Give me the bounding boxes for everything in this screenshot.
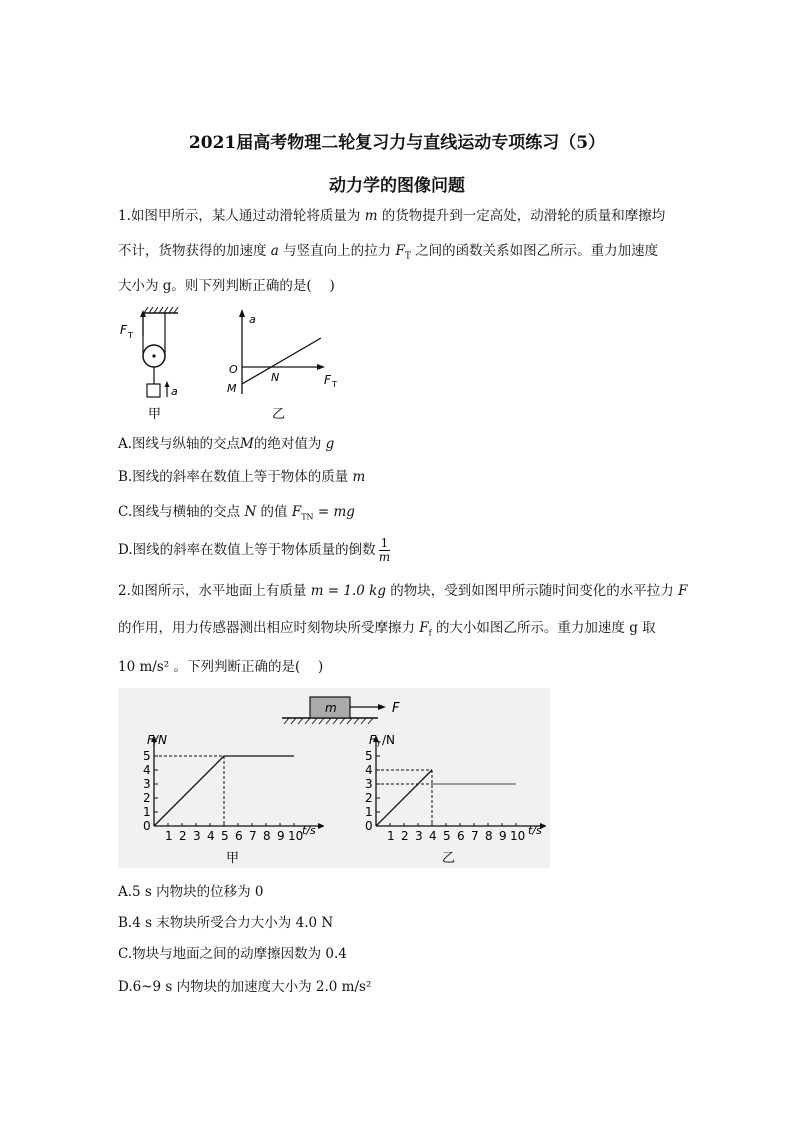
block-diagram (280, 692, 420, 726)
jia-ytick-label: 0 (143, 819, 151, 833)
force-ft-sub: T (128, 331, 133, 340)
yi-xtick-label: 6 (457, 829, 465, 843)
yi-xtick-label: 7 (471, 829, 479, 843)
q2-option-b: B.4 s 末物块所受合力大小为 4.0 N (118, 915, 334, 931)
jia-xtick-label: 8 (263, 829, 271, 843)
q2-line-1: 2.如图所示，水平地面上有质量 m = 1.0 kg 的物块，受到如图甲所示随时间变化的水平拉力 F (118, 583, 688, 599)
jia-ytick-label: 2 (143, 791, 151, 805)
yi-ytick-label: 0 (365, 819, 373, 833)
yi-xtick-label: 5 (443, 829, 451, 843)
q1-line-1: 1.如图甲所示，某人通过动滑轮将质量为 m 的货物提升到一定高处，动滑轮的质量和摩擦均 (118, 208, 666, 224)
yi-xtick-label: 4 (429, 829, 437, 843)
accel-label: a (171, 385, 178, 398)
q2-option-a: A.5 s 内物块的位移为 0 (118, 884, 264, 900)
yi-ytick-label: 2 (365, 791, 373, 805)
yi-xtick-label: 2 (401, 829, 409, 843)
point-m-label: M (227, 382, 237, 395)
q2-option-d: D.6~9 s 内物块的加速度大小为 2.0 m/s² (118, 979, 372, 995)
q1-option-a: A.图线与纵轴的交点M的绝对值为 g (118, 436, 335, 452)
chart-yi-ylabel-f: F (369, 733, 376, 747)
fig-caption-yi-1: 乙 (272, 407, 286, 420)
a-ft-line (242, 338, 321, 384)
jia-xtick-label: 2 (179, 829, 187, 843)
jia-xtick-label: 7 (249, 829, 257, 843)
q2-line-3: 10 m/s² 。下列判断正确的是( ) (118, 659, 324, 675)
jia-x-arrow (318, 823, 324, 829)
q2-option-c: C.物块与地面之间的动摩擦因数为 0.4 (118, 946, 347, 962)
jia-xtick-label: 10 (288, 829, 304, 843)
origin-label: O (229, 363, 238, 376)
jia-xtick-label: 6 (235, 829, 243, 843)
point-n-label: N (271, 371, 280, 384)
q1-option-c: C.图线与横轴的交点 N 的值 $F_{TN}$ = mg (118, 504, 355, 522)
pull-force-label: F (392, 701, 400, 716)
fig-caption-jia-1: 甲 (148, 407, 162, 420)
jia-xtick-label: 3 (193, 829, 201, 843)
page-subtitle: 动力学的图像问题 (329, 176, 465, 196)
chart-jia-ylabel: F/N (147, 733, 167, 747)
jia-xtick-label: 9 (277, 829, 285, 843)
block-mass-label: m (325, 701, 337, 715)
jia-ytick-label: 4 (143, 763, 151, 777)
axis-ft-sub: T (332, 380, 337, 389)
chart-yi-ylabel-sub: f (377, 740, 380, 749)
yi-xtick-label: 3 (415, 829, 423, 843)
pulley-diagram (118, 306, 198, 420)
axis-a-label: a (249, 313, 256, 326)
page-title: 2021届高考物理二轮复习力与直线运动专项练习（5） (188, 133, 606, 153)
q2-line-2: 的作用，用力传感器测出相应时刻物块所受摩擦力 $F_f$ 的大小如图乙所示。重力加速度 g 取 (118, 620, 656, 638)
chart-yi-caption: 乙 (442, 851, 456, 866)
yi-xtick-label: 9 (499, 829, 507, 843)
jia-xtick-label: 4 (207, 829, 215, 843)
yi-xtick-label: 8 (485, 829, 493, 843)
jia-xtick-label: 1 (165, 829, 173, 843)
jia-ytick-label: 1 (143, 805, 151, 819)
chart-yi-ylabel-unit: /N (382, 733, 396, 747)
jia-ytick-label: 3 (143, 777, 151, 791)
yi-xtick-label: 10 (510, 829, 526, 843)
a-ft-graph (220, 306, 350, 420)
chart-yi-xlabel: t/s (528, 824, 542, 837)
jia-ytick-label: 5 (143, 749, 151, 763)
yi-ytick-label: 4 (365, 763, 373, 777)
q1-line-2: 不计，货物获得的加速度 a 与竖直向上的拉力 $F_T$ 之间的函数关系如图乙所示。重力加速度 (118, 243, 659, 262)
yi-ytick-label: 3 (365, 777, 373, 791)
q1-option-b: B.图线的斜率在数值上等于物体的质量 m (118, 469, 366, 485)
axis-ft-label: F (324, 373, 331, 387)
chart-jia (124, 726, 324, 868)
jia-xtick-label: 5 (221, 829, 229, 843)
chart-jia-xlabel: t/s (302, 824, 316, 837)
chart-yi (346, 726, 546, 868)
yi-ytick-label: 1 (365, 805, 373, 819)
force-ft-label: F (120, 323, 127, 337)
chart-jia-caption: 甲 (226, 851, 240, 866)
yi-ytick-label: 5 (365, 749, 373, 763)
q1-line-3: 大小为 g。则下列判断正确的是( ) (118, 278, 335, 294)
yi-xtick-label: 1 (387, 829, 395, 843)
yi-rise-line (376, 770, 432, 826)
q1-option-d: D.图线的斜率在数值上等于物体质量的倒数 $\frac{1}{m}$ (118, 536, 391, 564)
